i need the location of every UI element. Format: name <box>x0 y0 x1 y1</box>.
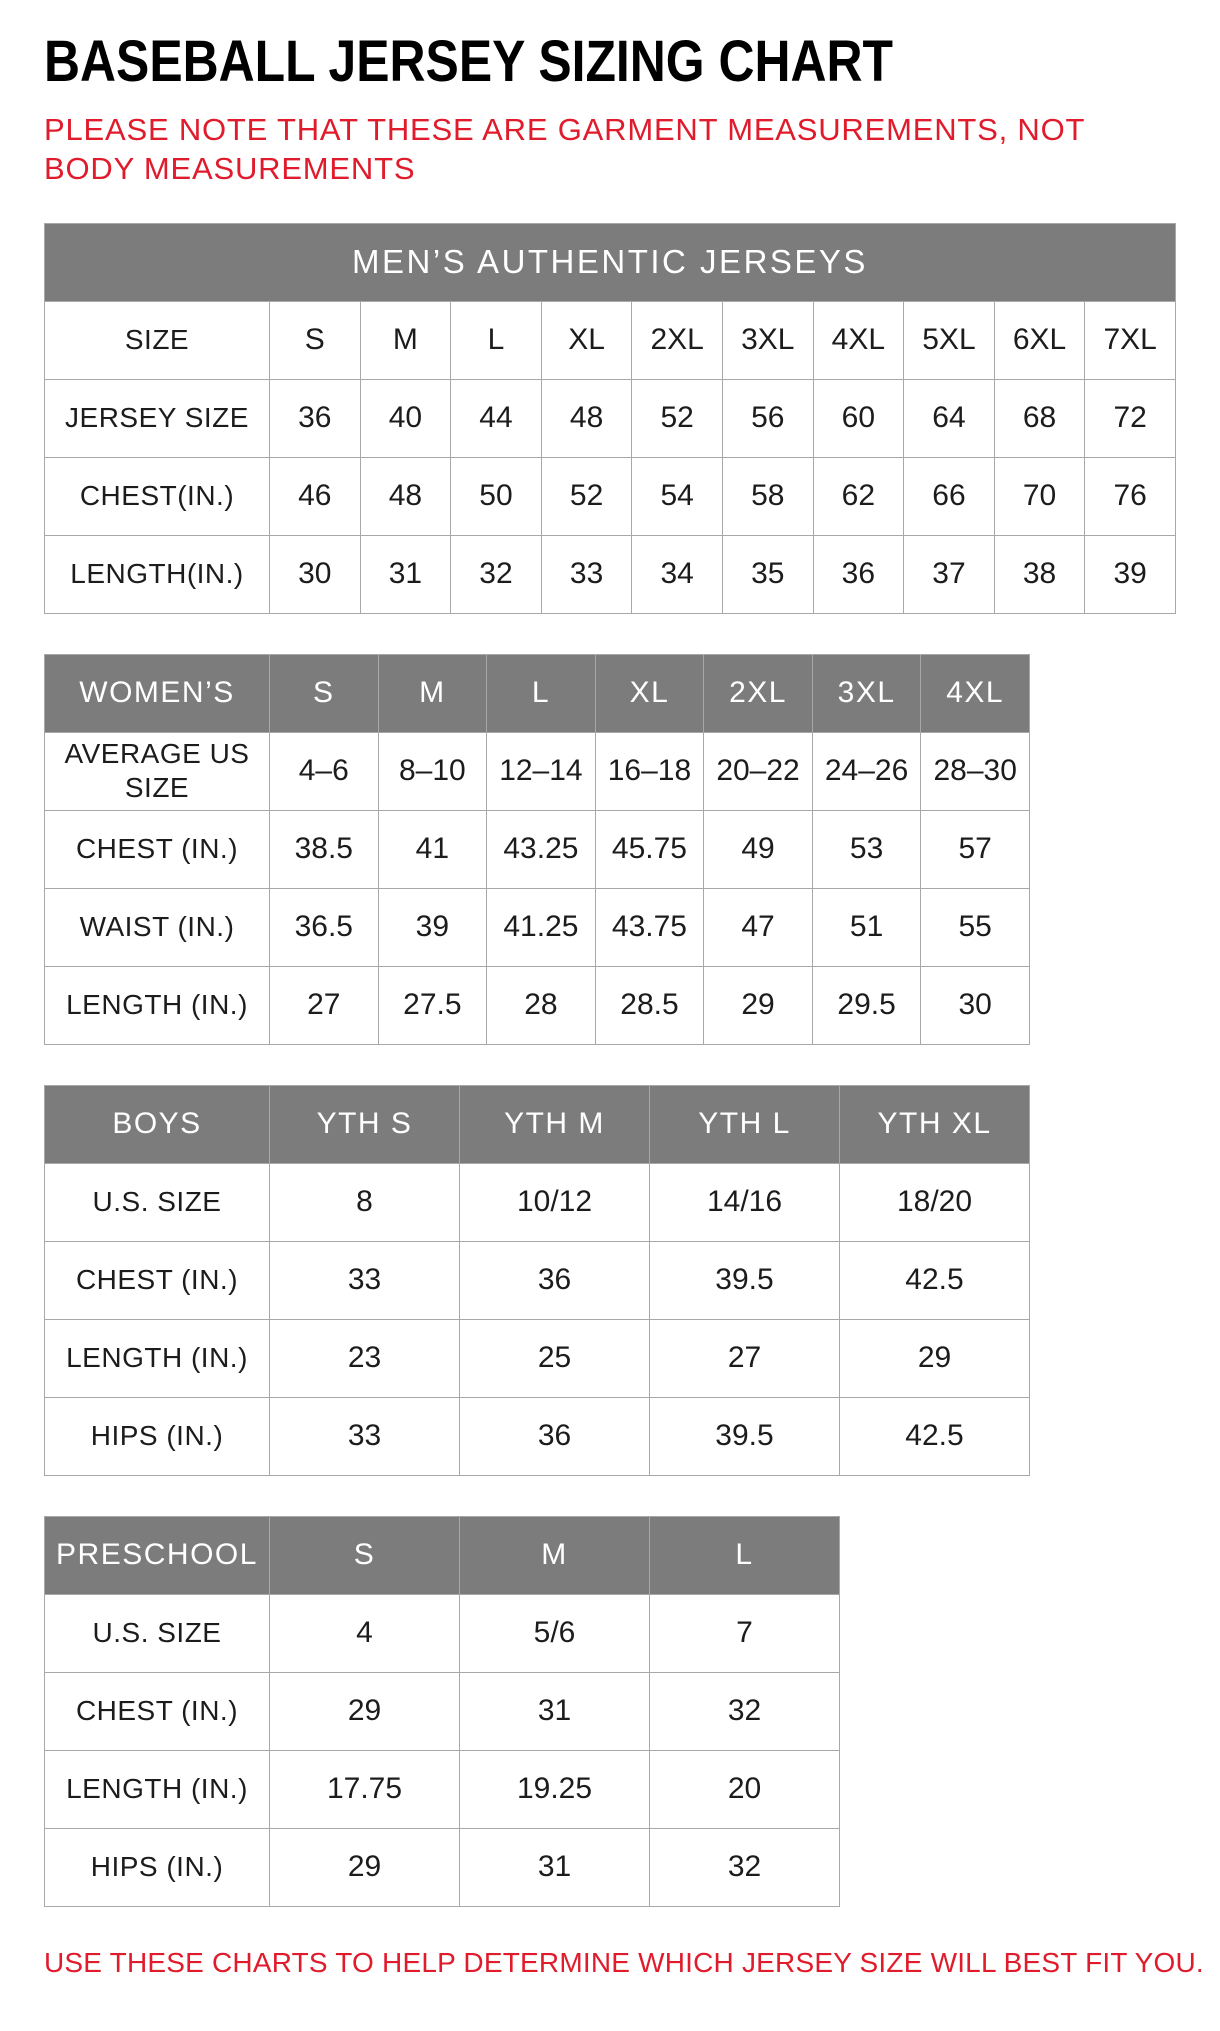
womens-table-row <box>45 732 1030 810</box>
womens-table-row <box>45 810 1030 888</box>
womens-value-cell: 20–22 <box>704 732 813 810</box>
womens-value-cell: 38.5 <box>270 810 379 888</box>
mens-header-cell: 4XL <box>813 301 904 379</box>
garment-measurement-note: PLEASE NOTE THAT THESE ARE GARMENT MEASUREMENTS, NOT BODY MEASUREMENTS <box>44 112 1085 186</box>
womens-row-label: WAIST (IN.) <box>45 888 270 966</box>
boys-value-cell: 39.5 <box>650 1397 840 1475</box>
womens-value-cell: 41 <box>378 810 487 888</box>
preschool-value-cell: 31 <box>460 1672 650 1750</box>
boys-value-cell: 42.5 <box>840 1241 1030 1319</box>
mens-value-cell: 39 <box>1085 535 1176 613</box>
womens-table-row <box>45 966 1030 1044</box>
preschool-header-cell: S <box>270 1516 460 1594</box>
mens-value-cell: 76 <box>1085 457 1176 535</box>
womens-value-cell: 55 <box>921 888 1030 966</box>
boys-row-label: U.S. SIZE <box>45 1163 270 1241</box>
womens-row-label: AVERAGE US SIZE <box>45 732 270 810</box>
mens-header-cell: SIZE <box>45 301 270 379</box>
womens-header-cell: 3XL <box>812 654 921 732</box>
preschool-table-section <box>44 1516 1176 1907</box>
mens-header-cell: M <box>360 301 451 379</box>
womens-value-cell: 49 <box>704 810 813 888</box>
boys-header-cell: YTH S <box>270 1085 460 1163</box>
mens-value-cell: 48 <box>360 457 451 535</box>
preschool-value-cell: 5/6 <box>460 1594 650 1672</box>
mens-value-cell: 35 <box>722 535 813 613</box>
mens-value-cell: 38 <box>994 535 1085 613</box>
preschool-value-cell: 29 <box>270 1672 460 1750</box>
boys-value-cell: 39.5 <box>650 1241 840 1319</box>
mens-banner: MEN’S AUTHENTIC JERSEYS <box>45 223 1176 301</box>
mens-header-cell: S <box>270 301 361 379</box>
preschool-value-cell: 32 <box>650 1828 840 1906</box>
boys-header-cell: YTH L <box>650 1085 840 1163</box>
womens-value-cell: 51 <box>812 888 921 966</box>
mens-value-cell: 36 <box>813 535 904 613</box>
mens-header-cell: 5XL <box>904 301 995 379</box>
womens-value-cell: 16–18 <box>595 732 704 810</box>
womens-sizing-table <box>44 654 1030 1045</box>
mens-value-cell: 70 <box>994 457 1085 535</box>
mens-header-cell: L <box>451 301 542 379</box>
womens-header-cell: S <box>270 654 379 732</box>
mens-sizing-table <box>44 223 1176 614</box>
mens-value-cell: 60 <box>813 379 904 457</box>
womens-value-cell: 43.25 <box>487 810 596 888</box>
preschool-row-label: U.S. SIZE <box>45 1594 270 1672</box>
boys-table-row <box>45 1319 1030 1397</box>
preschool-value-cell: 29 <box>270 1828 460 1906</box>
boys-value-cell: 18/20 <box>840 1163 1030 1241</box>
preschool-value-cell: 7 <box>650 1594 840 1672</box>
womens-value-cell: 28.5 <box>595 966 704 1044</box>
boys-value-cell: 25 <box>460 1319 650 1397</box>
boys-value-cell: 27 <box>650 1319 840 1397</box>
mens-header-cell: 6XL <box>994 301 1085 379</box>
womens-value-cell: 28 <box>487 966 596 1044</box>
boys-table-row <box>45 1163 1030 1241</box>
mens-value-cell: 44 <box>451 379 542 457</box>
preschool-header-cell: PRESCHOOL <box>45 1516 270 1594</box>
boys-header-cell: BOYS <box>45 1085 270 1163</box>
womens-value-cell: 36.5 <box>270 888 379 966</box>
preschool-value-cell: 20 <box>650 1750 840 1828</box>
mens-header-cell: XL <box>541 301 632 379</box>
boys-value-cell: 10/12 <box>460 1163 650 1241</box>
mens-table-row <box>45 535 1176 613</box>
preschool-header-cell: M <box>460 1516 650 1594</box>
womens-value-cell: 47 <box>704 888 813 966</box>
mens-value-cell: 30 <box>270 535 361 613</box>
preschool-sizing-table <box>44 1516 840 1907</box>
womens-header-cell: XL <box>595 654 704 732</box>
boys-header-cell: YTH M <box>460 1085 650 1163</box>
mens-header-cell: 7XL <box>1085 301 1176 379</box>
boys-sizing-table <box>44 1085 1030 1476</box>
womens-value-cell: 30 <box>921 966 1030 1044</box>
womens-row-label: LENGTH (IN.) <box>45 966 270 1044</box>
mens-value-cell: 33 <box>541 535 632 613</box>
mens-row-label: LENGTH(IN.) <box>45 535 270 613</box>
womens-value-cell: 39 <box>378 888 487 966</box>
womens-header-cell: 4XL <box>921 654 1030 732</box>
boys-value-cell: 36 <box>460 1241 650 1319</box>
boys-table-row <box>45 1241 1030 1319</box>
womens-value-cell: 28–30 <box>921 732 1030 810</box>
boys-header-cell: YTH XL <box>840 1085 1030 1163</box>
preschool-value-cell: 32 <box>650 1672 840 1750</box>
mens-header-cell: 2XL <box>632 301 723 379</box>
boys-row-label: HIPS (IN.) <box>45 1397 270 1475</box>
mens-table-row <box>45 457 1176 535</box>
womens-value-cell: 45.75 <box>595 810 704 888</box>
boys-value-cell: 23 <box>270 1319 460 1397</box>
mens-value-cell: 48 <box>541 379 632 457</box>
boys-table-section <box>44 1085 1176 1476</box>
mens-row-label: JERSEY SIZE <box>45 379 270 457</box>
boys-value-cell: 36 <box>460 1397 650 1475</box>
womens-value-cell: 27 <box>270 966 379 1044</box>
womens-value-cell: 57 <box>921 810 1030 888</box>
boys-value-cell: 14/16 <box>650 1163 840 1241</box>
mens-value-cell: 68 <box>994 379 1085 457</box>
womens-row-label: CHEST (IN.) <box>45 810 270 888</box>
womens-header-cell: WOMEN’S <box>45 654 270 732</box>
mens-value-cell: 50 <box>451 457 542 535</box>
preschool-row-label: HIPS (IN.) <box>45 1828 270 1906</box>
mens-value-cell: 66 <box>904 457 995 535</box>
preschool-value-cell: 17.75 <box>270 1750 460 1828</box>
boys-row-label: LENGTH (IN.) <box>45 1319 270 1397</box>
mens-value-cell: 46 <box>270 457 361 535</box>
womens-table-section <box>44 654 1176 1045</box>
womens-value-cell: 12–14 <box>487 732 596 810</box>
womens-value-cell: 24–26 <box>812 732 921 810</box>
mens-value-cell: 37 <box>904 535 995 613</box>
mens-value-cell: 72 <box>1085 379 1176 457</box>
preschool-table-row <box>45 1594 840 1672</box>
fit-advice-footer: USE THESE CHARTS TO HELP DETERMINE WHICH JERSEY SIZE WILL BEST FIT YOU. <box>44 1946 1204 1978</box>
mens-value-cell: 52 <box>632 379 723 457</box>
womens-header-cell: M <box>378 654 487 732</box>
mens-value-cell: 36 <box>270 379 361 457</box>
boys-value-cell: 8 <box>270 1163 460 1241</box>
mens-value-cell: 58 <box>722 457 813 535</box>
preschool-row-label: LENGTH (IN.) <box>45 1750 270 1828</box>
womens-header-cell: L <box>487 654 596 732</box>
mens-value-cell: 54 <box>632 457 723 535</box>
womens-value-cell: 29 <box>704 966 813 1044</box>
preschool-value-cell: 19.25 <box>460 1750 650 1828</box>
mens-value-cell: 64 <box>904 379 995 457</box>
preschool-table-row <box>45 1750 840 1828</box>
mens-value-cell: 34 <box>632 535 723 613</box>
mens-header-cell: 3XL <box>722 301 813 379</box>
mens-row-label: CHEST(IN.) <box>45 457 270 535</box>
womens-table-row <box>45 888 1030 966</box>
boys-table-row <box>45 1397 1030 1475</box>
preschool-header-cell: L <box>650 1516 840 1594</box>
womens-value-cell: 43.75 <box>595 888 704 966</box>
mens-value-cell: 52 <box>541 457 632 535</box>
womens-value-cell: 8–10 <box>378 732 487 810</box>
boys-value-cell: 33 <box>270 1397 460 1475</box>
preschool-table-row <box>45 1828 840 1906</box>
womens-value-cell: 53 <box>812 810 921 888</box>
preschool-table-row <box>45 1672 840 1750</box>
page-title: BASEBALL JERSEY SIZING CHART <box>44 29 894 94</box>
mens-value-cell: 31 <box>360 535 451 613</box>
mens-value-cell: 62 <box>813 457 904 535</box>
preschool-row-label: CHEST (IN.) <box>45 1672 270 1750</box>
womens-value-cell: 41.25 <box>487 888 596 966</box>
womens-value-cell: 27.5 <box>378 966 487 1044</box>
boys-value-cell: 33 <box>270 1241 460 1319</box>
mens-table-row <box>45 379 1176 457</box>
mens-table-section <box>44 223 1176 614</box>
preschool-value-cell: 31 <box>460 1828 650 1906</box>
preschool-value-cell: 4 <box>270 1594 460 1672</box>
womens-value-cell: 4–6 <box>270 732 379 810</box>
womens-header-cell: 2XL <box>704 654 813 732</box>
womens-value-cell: 29.5 <box>812 966 921 1044</box>
mens-value-cell: 40 <box>360 379 451 457</box>
boys-value-cell: 29 <box>840 1319 1030 1397</box>
mens-value-cell: 32 <box>451 535 542 613</box>
boys-value-cell: 42.5 <box>840 1397 1030 1475</box>
boys-row-label: CHEST (IN.) <box>45 1241 270 1319</box>
mens-value-cell: 56 <box>722 379 813 457</box>
